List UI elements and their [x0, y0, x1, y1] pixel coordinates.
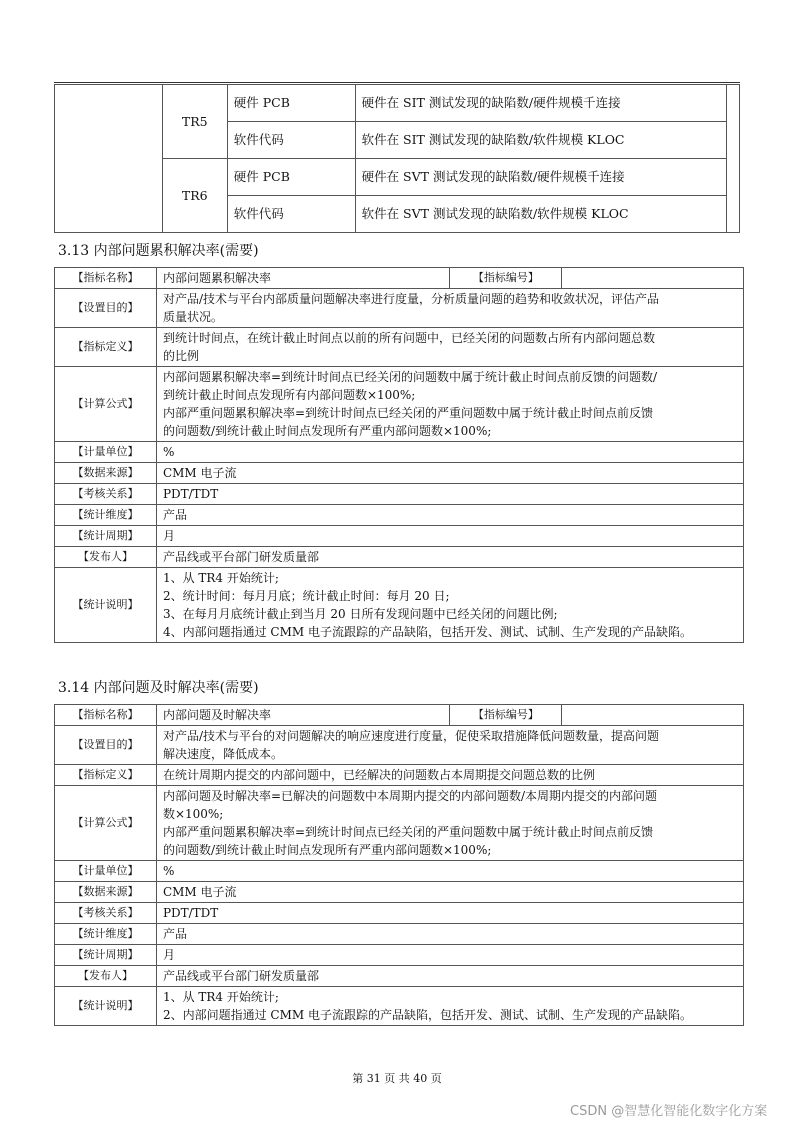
text-line: 的比例 [162, 349, 199, 363]
metric-value [156, 786, 743, 861]
metric-value [156, 903, 743, 924]
text-line: 内部严重问题累积解决率=到统计时间点已经关闭的严重问题数中属于统计截止时间点前反馈 [162, 406, 653, 420]
metric-name-row [55, 268, 744, 289]
metric-label: 【计算公式】 [55, 367, 157, 442]
text-line: 的问题数/到统计截止时间点发现所有严重内部问题数×100%; [162, 424, 492, 438]
metric-value [156, 442, 743, 463]
text-line: 4、内部问题指通过 CMM 电子流跟踪的产品缺陷，包括开发、测试、试制、生产发现的产品缺陷。 [162, 625, 692, 639]
desc-cell: 硬件在 SVT 测试发现的缺陷数/硬件规模千连接 [355, 159, 726, 196]
metric-row [55, 882, 744, 903]
metric-name-value: 内部问题及时解决率 [156, 705, 449, 726]
metric-table-3-13 [54, 267, 744, 643]
metric-row [55, 765, 744, 786]
text-line: PDT/TDT [162, 906, 219, 920]
test-stage-cell: TR6 [162, 159, 227, 233]
text-line: 1、从 TR4 开始统计; [162, 990, 279, 1004]
desc-cell: 硬件在 SIT 测试发现的缺陷数/硬件规模千连接 [355, 85, 726, 122]
metric-label: 【统计说明】 [55, 987, 157, 1026]
metric-name-row [55, 705, 744, 726]
metric-label: 【指标定义】 [55, 328, 157, 367]
metric-label: 【设置目的】 [55, 726, 157, 765]
metric-table-3-14 [54, 704, 744, 1026]
metric-label: 【统计周期】 [55, 945, 157, 966]
section-title-3-14: 3.14 内部问题及时解决率(需要) [58, 680, 259, 696]
text-line: % [162, 864, 175, 878]
text-line: 内部问题累积解决率=到统计时间点已经关闭的问题数中属于统计截止时间点前反馈的问题数/ [162, 370, 658, 384]
metric-name-value: 内部问题累积解决率 [156, 268, 449, 289]
section-title-3-13: 3.13 内部问题累积解决率(需要) [58, 243, 259, 259]
text-line: CMM 电子流 [162, 885, 237, 899]
metric-row [55, 987, 744, 1026]
desc-cell: 软件在 SIT 测试发现的缺陷数/软件规模 KLOC [355, 122, 726, 159]
metric-row [55, 442, 744, 463]
text-line: 解决速度，降低成本。 [162, 747, 283, 761]
text-line: 内部严重问题累积解决率=到统计时间点已经关闭的严重问题数中属于统计截止时间点前反馈 [162, 825, 653, 839]
text-line: CMM 电子流 [162, 466, 237, 480]
metric-row [55, 786, 744, 861]
metric-value [156, 726, 743, 765]
metric-label: 【考核关系】 [55, 903, 157, 924]
text-line: 产品线或平台部门研发质量部 [162, 550, 319, 564]
item-cell: 硬件 PCB [227, 85, 355, 122]
text-line: 到统计截止时间点发现所有内部问题数×100%; [162, 388, 416, 402]
metric-row [55, 726, 744, 765]
metric-label: 【统计维度】 [55, 505, 157, 526]
metric-value [156, 568, 743, 643]
metric-value [156, 289, 743, 328]
metric-value [156, 547, 743, 568]
metric-label: 【数据来源】 [55, 463, 157, 484]
text-line: 在统计周期内提交的内部问题中，已经解决的问题数占本周期提交问题总数的比例 [162, 768, 595, 782]
text-line: 2、统计时间：每月月底；统计截止时间：每月 20 日; [162, 589, 450, 603]
metric-value [156, 526, 743, 547]
text-line: 1、从 TR4 开始统计; [162, 571, 279, 585]
metric-row [55, 328, 744, 367]
metric-label: 【统计维度】 [55, 924, 157, 945]
text-line: 质量状况。 [162, 310, 223, 324]
text-line: 月 [162, 529, 175, 543]
metric-code-label: 【指标编号】 [450, 705, 562, 726]
desc-cell: 软件在 SVT 测试发现的缺陷数/软件规模 KLOC [355, 196, 726, 233]
text-line: 月 [162, 948, 175, 962]
metric-value [156, 945, 743, 966]
metric-code-value [562, 705, 744, 726]
metric-row [55, 526, 744, 547]
metric-value [156, 924, 743, 945]
metric-label: 【计量单位】 [55, 861, 157, 882]
blank-cell [55, 85, 163, 233]
text-line: 产品线或平台部门研发质量部 [162, 969, 319, 983]
metric-label: 【统计周期】 [55, 526, 157, 547]
metric-value [156, 484, 743, 505]
metric-row [55, 505, 744, 526]
header-rule [54, 82, 740, 83]
text-line: 产品 [162, 508, 187, 522]
page-footer: 第 31 页 共 40 页 [352, 1072, 442, 1085]
test-defect-table [54, 84, 740, 233]
watermark: CSDN @智慧化智能化数字化方案 [570, 1104, 768, 1119]
metric-code-label: 【指标编号】 [450, 268, 562, 289]
text-line: 内部问题及时解决率=已解决的问题数中本周期内提交的内部问题数/本周期内提交的内部问题 [162, 789, 658, 803]
metric-value [156, 765, 743, 786]
metric-name-label: 【指标名称】 [55, 268, 157, 289]
metric-value [156, 966, 743, 987]
metric-row [55, 966, 744, 987]
text-line: 的问题数/到统计截止时间点发现所有严重内部问题数×100%; [162, 843, 492, 857]
blank-cell [726, 85, 739, 233]
text-line: 数×100%; [162, 807, 224, 821]
metric-value [156, 367, 743, 442]
metric-row [55, 568, 744, 643]
text-line: 对产品/技术与平台的对问题解决的响应速度进行度量，促使采取措施降低问题数量，提高问题 [162, 729, 659, 743]
metric-value [156, 463, 743, 484]
item-cell: 软件代码 [227, 122, 355, 159]
metric-label: 【发布人】 [55, 966, 157, 987]
metric-label: 【设置目的】 [55, 289, 157, 328]
metric-row [55, 945, 744, 966]
metric-value [156, 882, 743, 903]
text-line: 对产品/技术与平台内部质量问题解决率进行度量，分析质量问题的趋势和收敛状况，评估产品 [162, 292, 659, 306]
metric-label: 【计量单位】 [55, 442, 157, 463]
metric-row [55, 463, 744, 484]
item-cell: 软件代码 [227, 196, 355, 233]
text-line: % [162, 445, 175, 459]
text-line: 2、内部问题指通过 CMM 电子流跟踪的产品缺陷，包括开发、测试、试制、生产发现的产品缺陷。 [162, 1008, 692, 1022]
metric-row [55, 861, 744, 882]
text-line: 到统计时间点，在统计截止时间点以前的所有问题中，已经关闭的问题数占所有内部问题总数 [162, 331, 655, 345]
metric-value [156, 328, 743, 367]
item-cell: 硬件 PCB [227, 159, 355, 196]
table-row [55, 85, 740, 122]
metric-row [55, 367, 744, 442]
metric-value [156, 987, 743, 1026]
metric-value [156, 505, 743, 526]
metric-code-value [562, 268, 744, 289]
metric-value [156, 861, 743, 882]
metric-name-label: 【指标名称】 [55, 705, 157, 726]
text-line: 3、在每月月底统计截止到当月 20 日所有发现问题中已经关闭的问题比例; [162, 607, 558, 621]
text-line: PDT/TDT [162, 487, 219, 501]
metric-label: 【发布人】 [55, 547, 157, 568]
metric-row [55, 289, 744, 328]
metric-row [55, 547, 744, 568]
metric-label: 【计算公式】 [55, 786, 157, 861]
text-line: 产品 [162, 927, 187, 941]
test-stage-cell: TR5 [162, 85, 227, 159]
metric-label: 【统计说明】 [55, 568, 157, 643]
metric-label: 【数据来源】 [55, 882, 157, 903]
metric-row [55, 484, 744, 505]
metric-row [55, 924, 744, 945]
metric-label: 【考核关系】 [55, 484, 157, 505]
metric-label: 【指标定义】 [55, 765, 157, 786]
metric-row [55, 903, 744, 924]
